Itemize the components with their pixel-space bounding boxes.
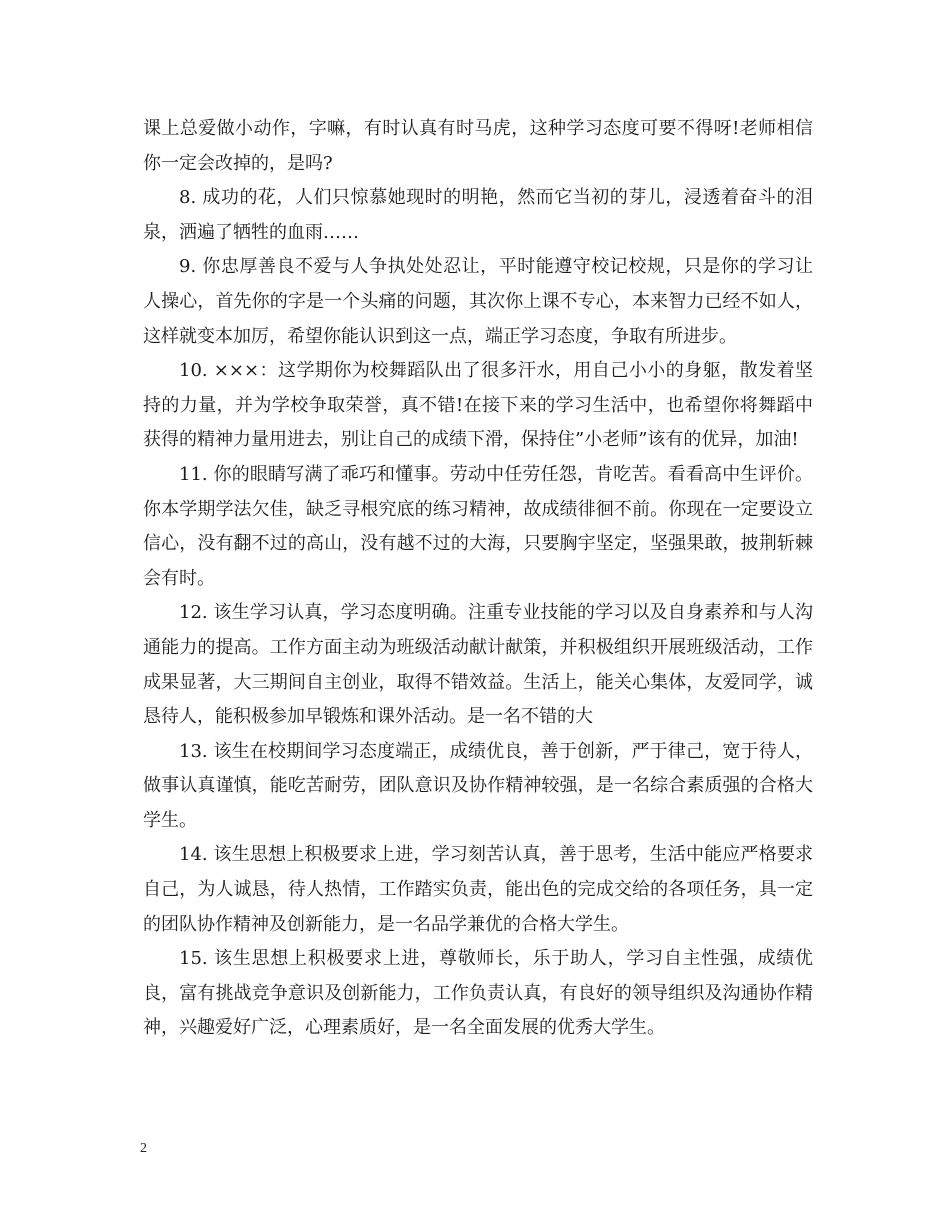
paragraph-item-10: 10. ×××：这学期你为校舞蹈队出了很多汗水，用自己小小的身躯，散发着坚持的力量，并为学校争取荣誉，真不错!在接下来的学习生活中，也希望你将舞蹈中获得的精神力量用进去，别让自己的成绩下滑，保持住”小老师”该有的优异，加油! — [143, 360, 813, 451]
paragraph-item-9: 9. 你忠厚善良不爱与人争执处处忍让，平时能遵守校记校规，只是你的学习让人操心，首先你的字是一个头痛的问题，其次你上课不专心，本来智力已经不如人，这样就变本加厉，希望你能认识到这一点，端正学习态度，争取有所进步。 — [143, 256, 813, 347]
paragraph-item-11: 11. 你的眼睛写满了乖巧和懂事。劳动中任劳任怨，肯吃苦。看看高中生评价。你本学期学法欠佳，缺乏寻根究底的练习精神，故成绩徘徊不前。你现在一定要设立信心，没有翻不过的高山，没有越不过的大海，只要胸宇坚定，坚强果敢，披荆斩棘会有时。 — [143, 463, 813, 589]
paragraph-item-12: 12. 该生学习认真，学习态度明确。注重专业技能的学习以及自身素养和与人沟通能力的提高。工作方面主动为班级活动献计献策，并积极组织开展班级活动，工作成果显著，大三期间自主创业，取得不错效益。生活上，能关心集体，友爱同学，诚恳待人，能积极参加早锻炼和课外活动。是一名不错的大 — [143, 602, 813, 728]
page-number: 2 — [140, 1141, 147, 1156]
paragraph-item-8: 8. 成功的花，人们只惊慕她现时的明艳，然而它当初的芽儿，浸透着奋斗的泪泉，洒遍了牺牲的血雨…… — [143, 187, 813, 243]
paragraph-continuation: 课上总爱做小动作，字嘛，有时认真有时马虎，这种学习态度可要不得呀!老师相信你一定会改掉的，是吗? — [143, 118, 813, 174]
paragraph-item-15: 15. 该生思想上积极要求上进，尊敬师长，乐于助人，学习自主性强，成绩优良，富有挑战竞争意识及创新能力，工作负责认真，有良好的领导组织及沟通协作精神，兴趣爱好广泛，心理素质好，是一名全面发展的优秀大学生。 — [143, 948, 813, 1039]
paragraph-item-13: 13. 该生在校期间学习态度端正，成绩优良，善于创新，严于律己，宽于待人，做事认真谨慎，能吃苦耐劳，团队意识及协作精神较强，是一名综合素质强的合格大学生。 — [143, 740, 813, 831]
document-body — [143, 112, 813, 1046]
paragraph-item-14: 14. 该生思想上积极要求上进，学习刻苦认真，善于思考，生活中能应严格要求自己，为人诚恳，待人热情，工作踏实负责，能出色的完成交给的各项任务，具一定的团队协作精神及创新能力，是一名品学兼优的合格大学生。 — [143, 844, 813, 935]
